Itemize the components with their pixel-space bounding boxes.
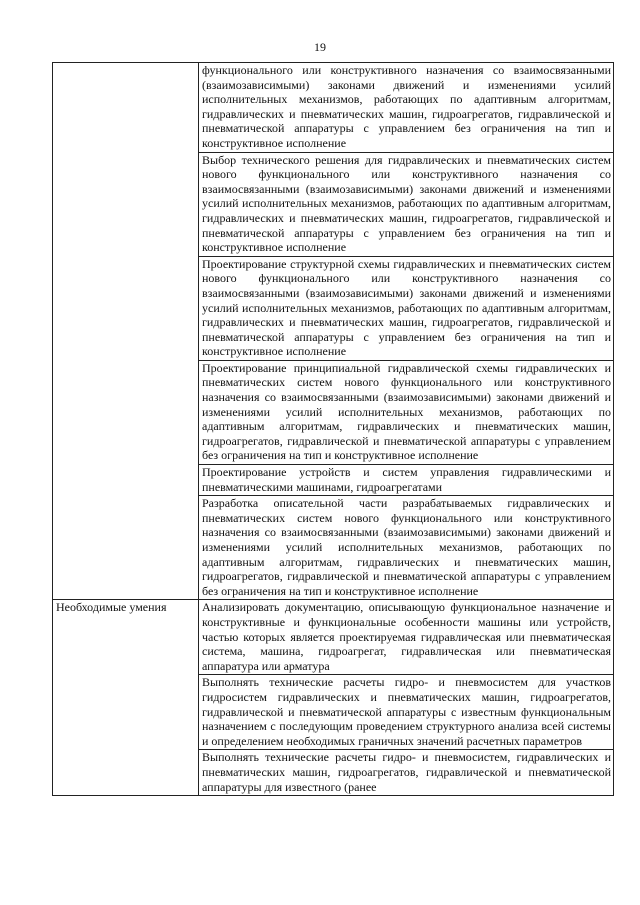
table-cell-text: Выполнять технические расчеты гидро- и пневмосистем, гидравлических и пневматических машин, гидроагрегатов, гидравлической и пневматической аппаратуры для известного (ранее bbox=[199, 750, 614, 796]
table-cell-text: Анализировать документацию, описывающую функциональное назначение и конструктивные и функциональные особенности машины или устройств, частью которых является проектируемая гидравлическая или пневматическая система, машина, гидроагрегат, гидравлическая или пневматическая аппаратура или арматура bbox=[199, 600, 614, 675]
table-cell-text: Проектирование устройств и систем управления гидравлическими и пневматическими машинами, гидроагрегатами bbox=[199, 465, 614, 496]
table-cell-text: функционального или конструктивного назначения со взаимосвязанными (взаимозависимыми) законами движений и изменениями усилий исполнительных механизмов, работающих по адаптивным алгоритмам, гидравлических и пневматических машин, гидроагрегатов, гидравлической и пневматической аппаратуры с управлением без ограничения на тип и конструктивное исполнение bbox=[199, 63, 614, 153]
table-row bbox=[53, 600, 614, 675]
table-cell-text: Выполнять технические расчеты гидро- и пневмосистем для участков гидросистем гидравлических и пневматических машин, гидроагрегатов, гидравлической и пневматической аппаратуры с известным функциональным назначением с последующим проведением структурного анализа всей системы и определением необходимых граничных значений расчетных параметров bbox=[199, 675, 614, 750]
table-row bbox=[53, 63, 614, 153]
table-cell-text: Выбор технического решения для гидравлических и пневматических систем нового функционального или конструктивного назначения со взаимосвязанными (взаимозависимыми) законами движений и изменениями усилий исполнительных механизмов, работающих по адаптивным алгоритмам, гидравлических и пневматических машин, гидроагрегатов, гидравлической и пневматической аппаратуры с управлением без ограничения на тип и конструктивное исполнение bbox=[199, 152, 614, 256]
competency-table bbox=[52, 62, 614, 796]
table-cell-text: Проектирование принципиальной гидравлической схемы гидравлических и пневматических систем нового функционального или конструктивного назначения со взаимосвязанными (взаимозависимыми) законами движений и изменениями усилий исполнительных механизмов, работающих по адаптивным алгоритмам, гидравлических и пневматических машин, гидроагрегатов, гидравлической и пневматической аппаратуры с управлением без ограничения на тип и конструктивное исполнение bbox=[199, 360, 614, 464]
table-cell-text: Проектирование структурной схемы гидравлических и пневматических систем нового функционального или конструктивного назначения со взаимосвязанными (взаимозависимыми) законами движений и изменениями усилий исполнительных механизмов, работающих по адаптивным алгоритмам, гидравлических и пневматических машин, гидроагрегатов, гидравлической и пневматической аппаратуры с управлением без ограничения на тип и конструктивное исполнение bbox=[199, 256, 614, 360]
section-label-skills: Необходимые умения bbox=[53, 600, 199, 796]
page-number: 19 bbox=[314, 40, 326, 54]
section-label-empty bbox=[53, 63, 199, 600]
table-cell-text: Разработка описательной части разрабатываемых гидравлических и пневматических систем нового функционального или конструктивного назначения со взаимосвязанными (взаимозависимыми) законами движений и изменениями усилий исполнительных механизмов, работающих по адаптивным алгоритмам, гидравлических и пневматических машин, гидроагрегатов, гидравлической и пневматической аппаратуры с управлением без ограничения на тип и конструктивное исполнение bbox=[199, 496, 614, 600]
